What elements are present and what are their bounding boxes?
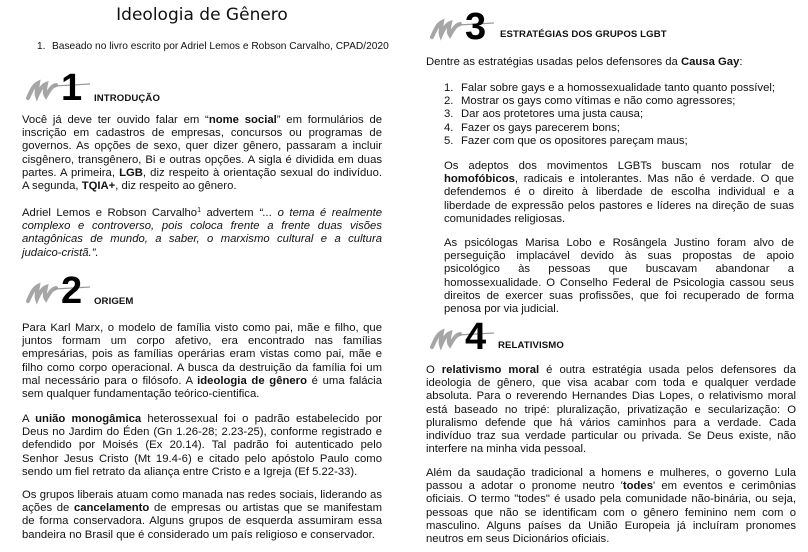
- section-heading: INTRODUÇÃO: [94, 93, 161, 104]
- text-run: , diz respeito ao gênero.: [115, 180, 237, 193]
- text-run: Dentre as estratégias usadas pelos defensores da: [426, 56, 681, 68]
- list-item: [444, 95, 775, 108]
- list-text: Fazer com que os opositores pareçam maus;: [461, 134, 688, 147]
- text-run: é uma falácia sem qualquer fundamentação teórico-cientifica.: [22, 374, 382, 401]
- paragraph: [22, 489, 382, 542]
- section-marker-number: 2: [61, 270, 83, 308]
- paragraph: [22, 322, 382, 401]
- list-item: [444, 122, 775, 135]
- footnote-text: Baseado no livro escrito por Adriel Lemos e Robson Carvalho, CPAD/2020: [52, 41, 389, 52]
- emphasis: relativismo moral: [441, 364, 540, 376]
- list-number: 4.: [444, 121, 454, 134]
- list-number: 2.: [444, 95, 454, 108]
- text-run: As psicólogas Marisa Lobo e Rosângela Justino foram alvo de perseguição implacável devido às suas propostas de apoio psicológico às pessoas que buscavam abandonar a homossexualidade. O Conselho Federal de Psicologia cassou seus direitos de exercer suas profissões, que foi recuperado de forma penosa por via judicial.: [444, 237, 794, 316]
- list-text: Mostrar os gays como vítimas e não como agressores;: [461, 95, 736, 108]
- text-run: , radicais e intolerantes. Mas não é verdade. O que defendemos é o direito à liberdade de escolha individual e a liberdade de expressão pelos pastores e líderes na direção de suas comunidades religiosas.: [444, 173, 794, 225]
- paragraph: [22, 114, 382, 193]
- list-text: Falar sobre gays e a homossexualidade tanto quanto possível;: [461, 82, 775, 94]
- list-item: [444, 108, 775, 121]
- list-number: 1.: [444, 82, 454, 94]
- section-marker-number: 3: [465, 6, 487, 44]
- text-run: Para Karl Marx, o modelo de família visto como pai, mãe e filho, que juntos formam um corpo afetivo, era encontrado nas famílias empresárias, pois as famílias operárias eram vistas como pai, mãe e filho como corpo operacional. A busca da destruição da família foi um mal necessário para o filósofo. A: [22, 322, 382, 387]
- emphasis: nome social: [208, 114, 277, 126]
- section-heading: ESTRATÉGIAS DOS GRUPOS LGBT: [500, 29, 667, 40]
- emphasis: união monogâmica: [35, 413, 142, 425]
- text-run: Os adeptos dos movimentos LGBTs buscam nos rotular de: [444, 160, 794, 172]
- quote: “... o tema é realmente complexo e controverso, pois coloca frente a frente duas visões antagônicas de mundo, a saber, o marxismo cultural e a cultura judaico-cristã.”.: [22, 207, 382, 259]
- footnote-number: 1.: [37, 41, 46, 52]
- text-run: Além da saudação tradicional a homens e mulheres, o governo Lula passou a adotar o pronome neutro ': [426, 467, 796, 493]
- emphasis: Causa Gay: [680, 56, 740, 68]
- list-text: Fazer os gays parecerem bons;: [461, 121, 620, 134]
- section-marker-4: [428, 314, 496, 354]
- section-marker-number: 4: [465, 316, 487, 354]
- paragraph: [22, 413, 382, 479]
- text-run: de empresas ou artistas que se manifestam de forma conservadora. Alguns grupos de esquerda assumiram essa bandeira no Brasil que é considerado um país religioso e conservador.: [22, 502, 382, 541]
- text-run: ” em formulários de inscrição em cadastros de empresas, concursos ou programas de governos. As opções de sexo, quer dizer gênero, passaram a incluir cisgênero, transgênero, Bi e outras opções. A sigla é dividida em duas partes. A primeira,: [22, 114, 383, 179]
- text-run: Adriel Lemos e Robson Carvalho: [22, 207, 198, 219]
- text-run: Os grupos liberais atuam como manada nas redes sociais, liderando as ações de: [22, 489, 382, 515]
- text-run: Você já deve ter ouvido falar em “: [22, 114, 209, 126]
- paragraph: [426, 364, 796, 456]
- paragraph: [444, 160, 794, 226]
- text-run: heterossexual foi o padrão estabelecido por Deus no Jardim do Éden (Gn 1.26-28; 2.23-25), conforme registrado e defendido por Moisés (Ex 20.14). Tal padrão foi autenticado pelo Senhor Jesus Cristo (Mt 19.4-6) e citado pelo apóstolo Paulo como sendo um fiel retrato da aliança entre Cristo e a Igreja (Ef 5.22-33).: [22, 413, 382, 478]
- footnote-superscript: 1: [197, 207, 201, 214]
- emphasis: cancelamento: [73, 502, 150, 515]
- section-number-logo-icon: [24, 268, 92, 308]
- section-marker-number: 1: [61, 67, 83, 105]
- section-marker-1: [24, 65, 92, 105]
- text-run: é outra estratégia usada pelos defensores da ideologia de gênero, que visa acabar com toda e qualquer verdade absoluta. Para o reverendo Hernandes Dias Lopes, o relativismo moral está baseado no tripé: pluralização, privatização e secularização: O pluralismo defende que há vários caminhos para a verdade. Cada indivíduo traz sua verdade particular ou privada. Se Deus existe, não interfere na minha vida pessoal.: [426, 364, 796, 456]
- section-number-logo-icon: [428, 314, 496, 354]
- text-run: , diz respeito à orientação sexual do indivíduo. A segunda,: [22, 166, 382, 193]
- document-title: Ideologia de Gênero: [116, 5, 288, 25]
- text-run: advertem: [201, 207, 260, 219]
- emphasis: ideologia de gênero: [197, 374, 307, 387]
- section-number-logo-icon: [24, 65, 92, 105]
- section-marker-3: [428, 4, 496, 44]
- emphasis: LGB: [119, 166, 143, 179]
- list-number: 5.: [444, 134, 454, 147]
- emphasis: homofóbicos: [444, 173, 515, 186]
- emphasis: todes: [622, 480, 653, 493]
- paragraph: [426, 467, 796, 546]
- list-number: 3.: [444, 108, 454, 121]
- section-heading: ORIGEM: [94, 296, 134, 307]
- footnote: [37, 41, 389, 52]
- text-run: :: [739, 56, 743, 68]
- paragraph: [426, 56, 796, 69]
- strategy-list: [444, 82, 775, 148]
- text-run: O: [426, 364, 442, 376]
- section-marker-2: [24, 268, 92, 308]
- list-item: [444, 82, 775, 95]
- text-run: ' em eventos e cerimônias oficiais. O termo "todes" é usado pela comunidade não-binária, ou seja, pessoas que não se identificam com o gênero feminino nem com o masculino. Alguns países da União Europeia já incluíram pronomes neutros em seus Dicionários oficiais.: [426, 480, 796, 546]
- paragraph: [22, 207, 382, 260]
- paragraph: [444, 237, 794, 316]
- list-text: Dar aos protetores uma justa causa;: [461, 108, 644, 121]
- emphasis: TQIA+: [81, 180, 116, 193]
- section-heading: RELATIVISMO: [498, 340, 564, 351]
- text-run: A: [22, 413, 36, 425]
- list-item: [444, 135, 775, 148]
- section-number-logo-icon: [428, 4, 496, 44]
